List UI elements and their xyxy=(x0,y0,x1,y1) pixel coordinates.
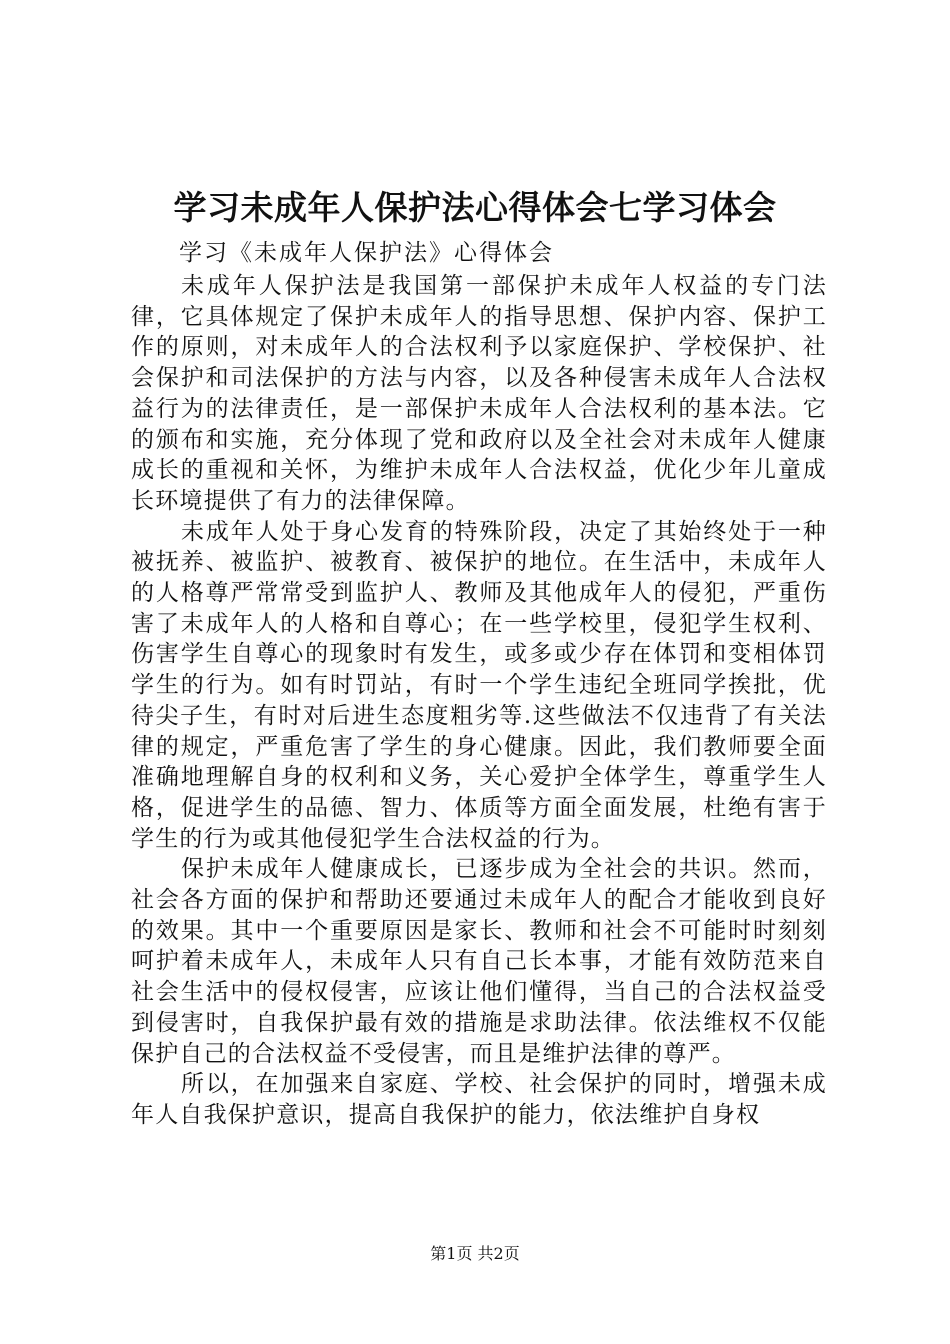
body-paragraph: 保护未成年人健康成长，已逐步成为全社会的共识。然而，社会各方面的保护和帮助还要通过未成年人的配合才能收到良好的效果。其中一个重要原因是家长、教师和社会不可能时时刻刻呵护着未成年人，未成年人只有自己长本事，才能有效防范来自社会生活中的侵权侵害，应该让他们懂得，当自己的合法权益受到侵害时，自我保护最有效的措施是求助法律。依法维权不仅能保护自己的合法权益不受侵害，而且是维护法律的尊严。 xyxy=(131,856,827,1067)
page-number-footer: 第1页 共2页 xyxy=(430,1244,520,1263)
body-paragraph: 未成年人保护法是我国第一部保护未成年人权益的专门法律，它具体规定了保护未成年人的指导思想、保护内容、保护工作的原则，对未成年人的合法权利予以家庭保护、学校保护、社会保护和司法保护的方法与内容，以及各种侵害未成年人合法权益行为的法律责任，是一部保护未成年人合法权利的基本法。它的颁布和实施，充分体现了党和政府以及全社会对未成年人健康成长的重视和关怀，为维护未成年人合法权益，优化少年儿童成长环境提供了有力的法律保障。 xyxy=(131,273,827,514)
document-subtitle: 学习《未成年人保护法》心得体会 xyxy=(179,240,554,266)
document-title: 学习未成年人保护法心得体会七学习体会 xyxy=(173,188,777,227)
body-paragraph: 未成年人处于身心发育的特殊阶段，决定了其始终处于一种被抚养、被监护、被教育、被保护的地位。在生活中，未成年人的人格尊严常常受到监护人、教师及其他成年人的侵犯，严重伤害了未成年人的人格和自尊心；在一些学校里，侵犯学生权利、伤害学生自尊心的现象时有发生，或多或少存在体罚和变相体罚学生的行为。如有时罚站，有时一个学生违纪全班同学挨批，优待尖子生，有时对后进生态度粗劣等.这些做法不仅违背了有关法律的规定，严重危害了学生的身心健康。因此，我们教师要全面准确地理解自身的权利和义务，关心爱护全体学生，尊重学生人格，促进学生的品德、智力、体质等方面全面发展，杜绝有害于学生的行为或其他侵犯学生合法权益的行为。 xyxy=(131,518,827,852)
body-paragraph: 所以，在加强来自家庭、学校、社会保护的同时，增强未成年人自我保护意识，提高自我保护的能力，依法维护自身权 xyxy=(131,1071,827,1128)
document-body xyxy=(131,239,827,1131)
